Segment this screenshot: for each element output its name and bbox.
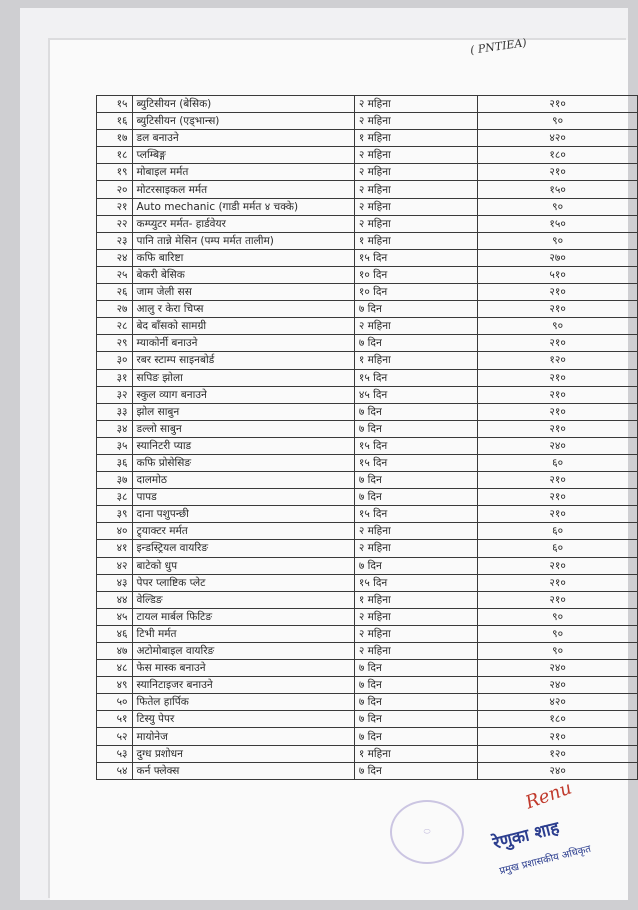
training-duration: ७ दिन [354, 489, 477, 506]
training-value: २१० [478, 420, 638, 437]
training-value: २१० [478, 369, 638, 386]
training-value: ९० [478, 608, 638, 625]
training-name: Auto mechanic (गाडी मर्मत ४ चक्के) [132, 198, 354, 215]
training-value: २१० [478, 506, 638, 523]
table-row [97, 643, 638, 660]
row-number: ५४ [97, 762, 133, 779]
row-number: ३९ [97, 506, 133, 523]
training-name: दाना पशुपन्छी [132, 506, 354, 523]
row-number: १९ [97, 164, 133, 181]
training-value: १५० [478, 215, 638, 232]
training-value: ९० [478, 643, 638, 660]
row-number: ४५ [97, 608, 133, 625]
handwritten-note: ( PNTIEA) [469, 36, 528, 57]
row-number: ३० [97, 352, 133, 369]
table-row [97, 472, 638, 489]
row-number: २० [97, 181, 133, 198]
table-row [97, 181, 638, 198]
row-number: ३२ [97, 386, 133, 403]
table-row [97, 694, 638, 711]
training-value: २४० [478, 437, 638, 454]
training-duration: १५ दिन [354, 369, 477, 386]
row-number: ३७ [97, 472, 133, 489]
training-duration: १५ दिन [354, 574, 477, 591]
training-name: झोल साबुन [132, 403, 354, 420]
table-row [97, 403, 638, 420]
row-number: ३५ [97, 437, 133, 454]
row-number: ४३ [97, 574, 133, 591]
training-name: कफि प्रोसेसिङ [132, 454, 354, 471]
table-row [97, 215, 638, 232]
training-value: ९० [478, 318, 638, 335]
training-duration: २ महिना [354, 198, 477, 215]
training-duration: ७ दिन [354, 677, 477, 694]
row-number: ५३ [97, 745, 133, 762]
training-duration: १५ दिन [354, 506, 477, 523]
training-name: वेल्डिङ [132, 591, 354, 608]
training-value: १२० [478, 745, 638, 762]
table-row [97, 335, 638, 352]
training-duration: १५ दिन [354, 437, 477, 454]
training-value: २४० [478, 762, 638, 779]
training-duration: १ महिना [354, 232, 477, 249]
training-name: डल्लो साबुन [132, 420, 354, 437]
training-name: ब्युटिसीयन (एड्भान्स) [132, 113, 354, 130]
row-number: ४६ [97, 625, 133, 642]
table-row [97, 591, 638, 608]
training-duration: ७ दिन [354, 420, 477, 437]
table-row [97, 557, 638, 574]
training-duration: ७ दिन [354, 711, 477, 728]
row-number: २६ [97, 284, 133, 301]
table-row [97, 113, 638, 130]
training-value: २१० [478, 403, 638, 420]
training-name: इन्डस्ट्रियल वायरिङ [132, 540, 354, 557]
training-duration: ४५ दिन [354, 386, 477, 403]
training-duration: ७ दिन [354, 335, 477, 352]
training-duration: २ महिना [354, 523, 477, 540]
training-duration: २ महिना [354, 113, 477, 130]
row-number: १७ [97, 130, 133, 147]
table-row [97, 318, 638, 335]
training-duration: १ महिना [354, 130, 477, 147]
row-number: १५ [97, 96, 133, 113]
training-name: दुग्ध प्रशोधन [132, 745, 354, 762]
row-number: ४० [97, 523, 133, 540]
training-duration: ७ दिन [354, 557, 477, 574]
training-duration: ७ दिन [354, 762, 477, 779]
training-name: स्यानिटरी प्याड [132, 437, 354, 454]
table-row [97, 506, 638, 523]
training-value: २१० [478, 728, 638, 745]
table-row [97, 130, 638, 147]
table-row [97, 301, 638, 318]
training-name: मोटरसाइकल मर्मत [132, 181, 354, 198]
training-name: ब्युटिसीयन (बेसिक) [132, 96, 354, 113]
row-number: ४९ [97, 677, 133, 694]
training-value: ९० [478, 198, 638, 215]
training-name: डल बनाउने [132, 130, 354, 147]
row-number: ३१ [97, 369, 133, 386]
table-row [97, 762, 638, 779]
row-number: ४१ [97, 540, 133, 557]
training-value: २१० [478, 386, 638, 403]
training-value: २१० [478, 557, 638, 574]
training-duration: १० दिन [354, 266, 477, 283]
row-number: २८ [97, 318, 133, 335]
table-row [97, 437, 638, 454]
row-number: ३६ [97, 454, 133, 471]
training-duration: १५ दिन [354, 249, 477, 266]
row-number: २४ [97, 249, 133, 266]
training-name: सपिङ झोला [132, 369, 354, 386]
training-value: २७० [478, 249, 638, 266]
signatory-name: रेणुका शाह [490, 818, 562, 854]
table-row [97, 352, 638, 369]
training-name: मोबाइल मर्मत [132, 164, 354, 181]
table-row [97, 677, 638, 694]
training-duration: १ महिना [354, 352, 477, 369]
training-duration: २ महिना [354, 318, 477, 335]
training-duration: २ महिना [354, 215, 477, 232]
training-value: ६० [478, 454, 638, 471]
table-row [97, 386, 638, 403]
training-duration: २ महिना [354, 164, 477, 181]
table-row [97, 523, 638, 540]
training-value: ६० [478, 540, 638, 557]
row-number: १८ [97, 147, 133, 164]
training-value: ६० [478, 523, 638, 540]
row-number: ५१ [97, 711, 133, 728]
row-number: २९ [97, 335, 133, 352]
training-table-body [97, 96, 638, 780]
table-row [97, 420, 638, 437]
training-duration: २ महिना [354, 181, 477, 198]
row-number: २१ [97, 198, 133, 215]
row-number: ४४ [97, 591, 133, 608]
training-value: २१० [478, 284, 638, 301]
training-duration: १ महिना [354, 591, 477, 608]
training-value: ९० [478, 232, 638, 249]
training-name: बाटेको धुप [132, 557, 354, 574]
training-name: बेकरी बेसिक [132, 266, 354, 283]
training-duration: २ महिना [354, 643, 477, 660]
training-value: ५१० [478, 266, 638, 283]
training-name: रबर स्टाम्प साइनबोर्ड [132, 352, 354, 369]
training-name: दालमोठ [132, 472, 354, 489]
training-duration: २ महिना [354, 540, 477, 557]
table-row [97, 574, 638, 591]
training-value: १५० [478, 181, 638, 198]
training-duration: २ महिना [354, 147, 477, 164]
row-number: १६ [97, 113, 133, 130]
training-value: २१० [478, 96, 638, 113]
signature-mark: Renu [522, 777, 575, 814]
table-row [97, 625, 638, 642]
row-number: ५२ [97, 728, 133, 745]
training-value: २१० [478, 574, 638, 591]
row-number: ४८ [97, 660, 133, 677]
training-duration: २ महिना [354, 625, 477, 642]
table-row [97, 232, 638, 249]
table-row [97, 660, 638, 677]
training-value: २१० [478, 164, 638, 181]
training-name: कर्न फ्लेक्स [132, 762, 354, 779]
table-row [97, 540, 638, 557]
training-duration: ७ दिन [354, 472, 477, 489]
training-value: ९० [478, 625, 638, 642]
table-row [97, 728, 638, 745]
training-duration: ७ दिन [354, 728, 477, 745]
training-duration: २ महिना [354, 96, 477, 113]
table-row [97, 608, 638, 625]
row-number: ३४ [97, 420, 133, 437]
row-number: २२ [97, 215, 133, 232]
row-number: ४२ [97, 557, 133, 574]
row-number: ५० [97, 694, 133, 711]
training-duration: १ महिना [354, 745, 477, 762]
row-number: ४७ [97, 643, 133, 660]
training-name: प्लम्बिङ्ग [132, 147, 354, 164]
training-name: स्यानिटाइजर बनाउने [132, 677, 354, 694]
training-duration: ७ दिन [354, 660, 477, 677]
training-duration: ७ दिन [354, 301, 477, 318]
training-name: अटोमोबाइल वायरिङ [132, 643, 354, 660]
row-number: ३३ [97, 403, 133, 420]
table-row [97, 369, 638, 386]
training-name: आलु र केरा चिप्स [132, 301, 354, 318]
training-duration: ७ दिन [354, 694, 477, 711]
training-value: २१० [478, 301, 638, 318]
training-name: कफि बारिष्टा [132, 249, 354, 266]
training-name: टिस्यु पेपर [132, 711, 354, 728]
training-duration: १० दिन [354, 284, 477, 301]
table-row [97, 147, 638, 164]
table-row [97, 266, 638, 283]
training-name: स्कुल व्याग बनाउने [132, 386, 354, 403]
training-value: ९० [478, 113, 638, 130]
training-name: जाम जेली सस [132, 284, 354, 301]
training-name: बेद बाँसको सामग्री [132, 318, 354, 335]
training-value: २१० [478, 335, 638, 352]
table-row [97, 489, 638, 506]
training-value: २४० [478, 677, 638, 694]
table-row [97, 284, 638, 301]
training-value: ४२० [478, 130, 638, 147]
training-value: २१० [478, 591, 638, 608]
row-number: २३ [97, 232, 133, 249]
training-name: म्याकोर्नी बनाउने [132, 335, 354, 352]
training-value: २४० [478, 660, 638, 677]
training-name: पानि तान्ने मेसिन (पम्प मर्मत तालीम) [132, 232, 354, 249]
table-row [97, 454, 638, 471]
office-stamp: ⬭ [390, 800, 464, 864]
training-name: फितेल हार्पिक [132, 694, 354, 711]
table-row [97, 249, 638, 266]
training-name: फेस मास्क बनाउने [132, 660, 354, 677]
training-name: टिभी मर्मत [132, 625, 354, 642]
training-duration: ७ दिन [354, 403, 477, 420]
row-number: २७ [97, 301, 133, 318]
table-row [97, 96, 638, 113]
signatory-title: प्रमुख प्रशासकीय अधिकृत [498, 843, 593, 878]
table-row [97, 164, 638, 181]
training-value: २१० [478, 472, 638, 489]
training-duration: २ महिना [354, 608, 477, 625]
row-number: ३८ [97, 489, 133, 506]
training-name: ट्र्याक्टर मर्मत [132, 523, 354, 540]
training-value: २१० [478, 489, 638, 506]
training-value: १८० [478, 147, 638, 164]
training-name: मायोनेज [132, 728, 354, 745]
training-name: पेपर प्लाष्टिक प्लेट [132, 574, 354, 591]
training-value: १२० [478, 352, 638, 369]
training-name: टायल मार्बल फिटिङ [132, 608, 354, 625]
training-duration: १५ दिन [354, 454, 477, 471]
training-name: कम्प्युटर मर्मत- हार्डवेयर [132, 215, 354, 232]
row-number: २५ [97, 266, 133, 283]
training-table [96, 95, 638, 780]
training-value: ४२० [478, 694, 638, 711]
table-row [97, 711, 638, 728]
training-name: पापड [132, 489, 354, 506]
table-row [97, 198, 638, 215]
training-value: १८० [478, 711, 638, 728]
table-row [97, 745, 638, 762]
